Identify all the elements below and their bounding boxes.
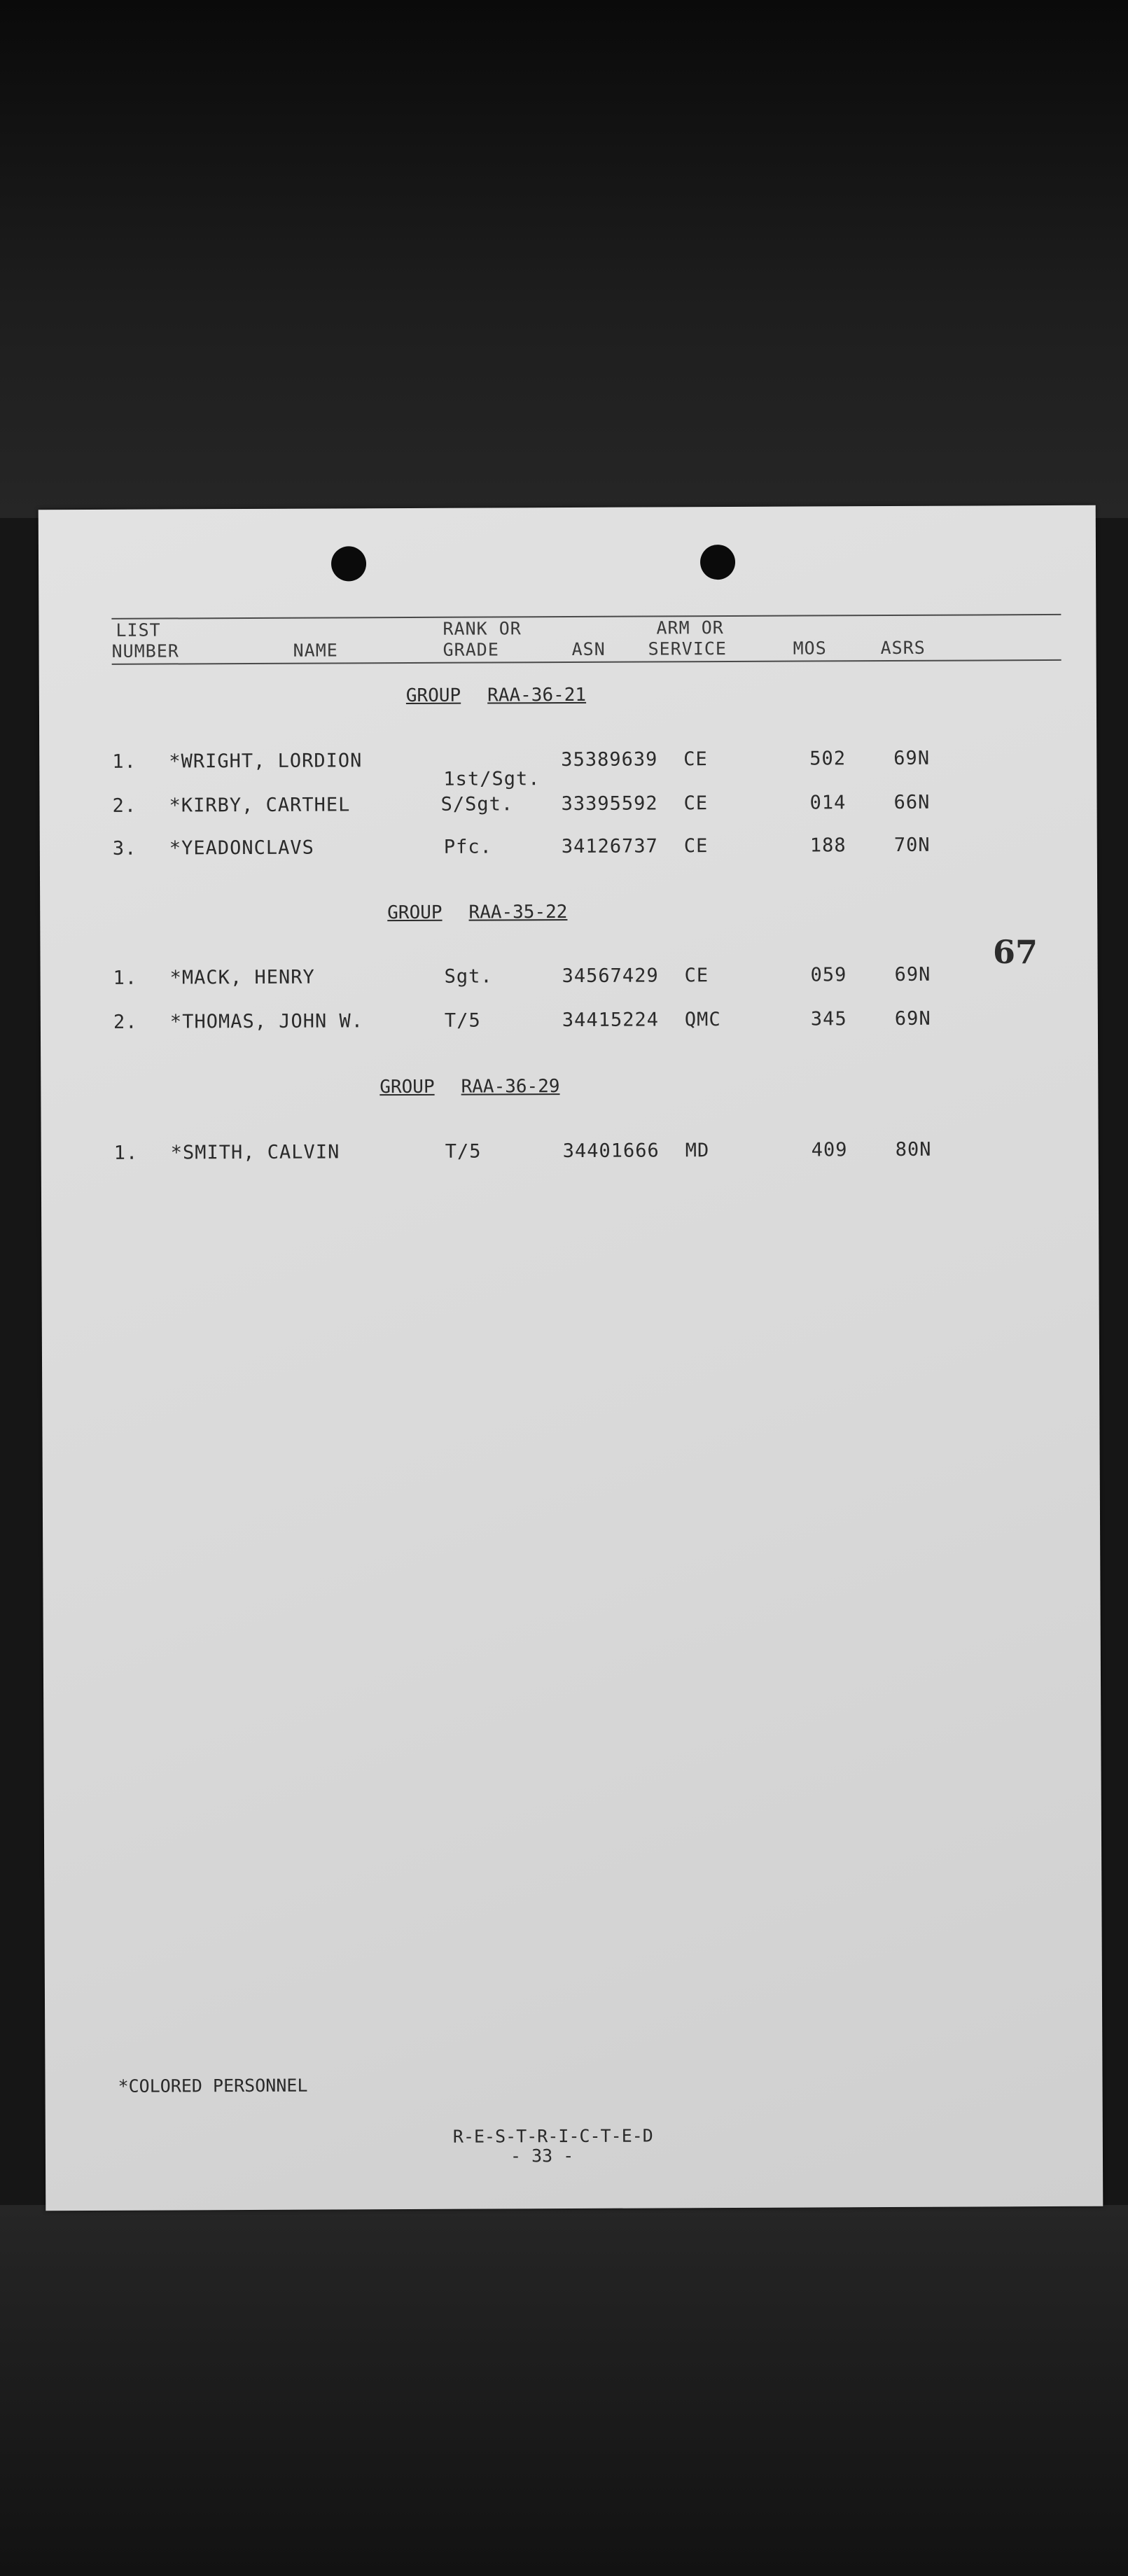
asn: 34401666 <box>562 1140 660 1163</box>
arm-or-service: CE <box>684 965 709 987</box>
classification-marking: R-E-S-T-R-I-C-T-E-D <box>452 2125 653 2147</box>
header-name: NAME <box>293 640 338 661</box>
arm-or-service: QMC <box>684 1009 721 1031</box>
list-number: 1. <box>113 1142 139 1164</box>
asn: 34567429 <box>562 965 659 988</box>
scan-background-top <box>0 0 1128 518</box>
header-arm-line2: SERVICE <box>648 638 727 659</box>
header-arm-line1: ARM OR <box>656 617 724 638</box>
group-heading <box>406 685 586 706</box>
rank-grade: S/Sgt. <box>440 793 514 816</box>
arm-or-service: CE <box>683 748 708 771</box>
asrs: 69N <box>893 747 931 769</box>
folio-number: - 33 - <box>510 2145 574 2166</box>
mos: 014 <box>809 792 847 814</box>
asn: 34415224 <box>562 1009 660 1032</box>
list-number: 1. <box>112 750 137 773</box>
rank-grade: Pfc. <box>443 836 492 858</box>
group-word: GROUP <box>405 685 461 707</box>
header-list-number-line2: NUMBER <box>111 640 179 662</box>
group-code: RAA-35-22 <box>468 902 568 923</box>
rank-grade: Sgt. <box>444 965 493 988</box>
scan-background-bottom <box>0 2205 1128 2576</box>
document-page <box>39 505 1103 2211</box>
arm-or-service: MD <box>685 1140 710 1162</box>
header-rule-bottom <box>112 659 1061 665</box>
rank-grade: T/5 <box>444 1009 481 1032</box>
header-mos: MOS <box>793 638 827 659</box>
personnel-name: *WRIGHT, LORDION <box>169 750 363 773</box>
punch-hole-left <box>331 546 366 581</box>
mos: 345 <box>810 1008 847 1030</box>
asrs: 80N <box>895 1138 932 1161</box>
footnote: *COLORED PERSONNEL <box>118 2075 308 2096</box>
group-heading <box>380 1076 559 1098</box>
mos: 059 <box>810 964 847 986</box>
personnel-name: *YEADONCLAVS <box>169 836 314 860</box>
group-word: GROUP <box>387 902 443 924</box>
group-code: RAA-36-21 <box>487 684 587 706</box>
asrs: 69N <box>894 1007 931 1030</box>
rank-grade: 1st/Sgt. <box>443 768 541 790</box>
page-number: 67 <box>993 933 1038 971</box>
asn: 33395592 <box>561 792 658 816</box>
header-rank-line2: GRADE <box>443 639 499 660</box>
asrs: 69N <box>894 963 931 986</box>
list-number: 2. <box>112 794 137 817</box>
header-asn: ASN <box>571 638 606 659</box>
personnel-name: *SMITH, CALVIN <box>170 1141 340 1164</box>
list-number: 2. <box>113 1011 138 1033</box>
asrs: 66N <box>893 791 931 813</box>
personnel-name: *MACK, HENRY <box>169 966 315 989</box>
header-rule-top <box>111 614 1061 620</box>
arm-or-service: CE <box>683 835 709 858</box>
header-list-number-line1: LIST <box>116 620 161 640</box>
mos: 188 <box>809 834 847 857</box>
asn: 35389639 <box>561 748 658 771</box>
punch-hole-right <box>700 545 735 580</box>
personnel-name: *KIRBY, CARTHEL <box>169 794 351 817</box>
group-code: RAA-36-29 <box>461 1076 560 1098</box>
mos: 502 <box>809 748 847 770</box>
header-asrs: ASRS <box>880 637 926 659</box>
personnel-name: *THOMAS, JOHN W. <box>169 1010 364 1033</box>
group-heading <box>387 902 567 923</box>
mos: 409 <box>811 1139 848 1161</box>
asn: 34126737 <box>561 835 658 858</box>
asrs: 70N <box>893 834 931 856</box>
rank-grade: T/5 <box>445 1140 482 1163</box>
header-rank-line1: RANK OR <box>443 618 522 639</box>
group-word: GROUP <box>380 1076 435 1098</box>
list-number: 3. <box>112 837 137 860</box>
arm-or-service: CE <box>683 792 709 815</box>
list-number: 1. <box>113 967 138 989</box>
